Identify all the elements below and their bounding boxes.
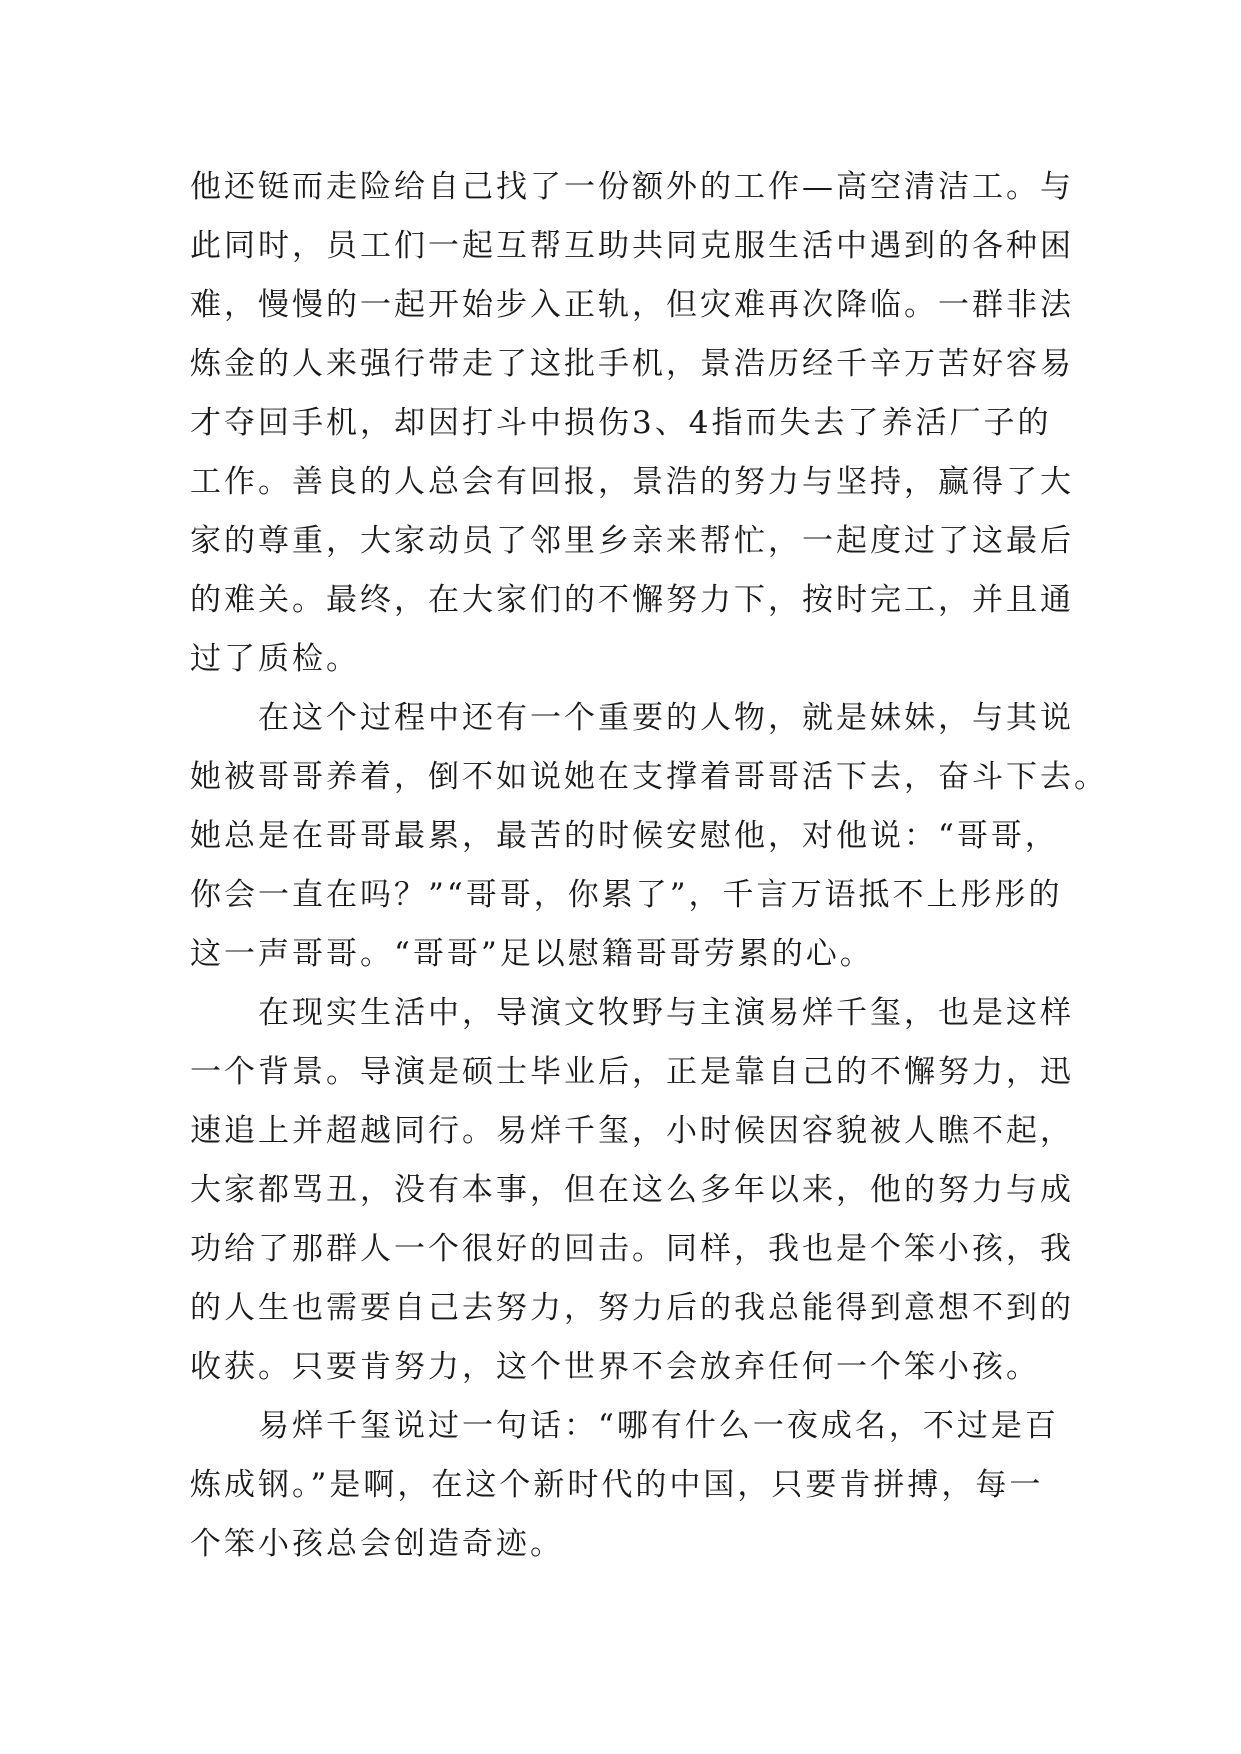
text-line: 一个背景。导演是硕士毕业后，正是靠自己的不懈努力，迅 [190, 1054, 1074, 1090]
text-line: 的难关。最终，在大家们的不懈努力下，按时完工，并且通 [190, 582, 1074, 618]
text-line: 他还铤而走险给自己找了一份额外的工作—高空清洁工。与 [190, 169, 1074, 205]
text-line: 这一声哥哥。“哥哥”足以慰籍哥哥劳累的心。 [190, 936, 874, 972]
text-line: 她被哥哥养着，倒不如说她在支撑着哥哥活下去，奋斗下去。 [190, 759, 1108, 795]
paragraph-1 [190, 158, 1074, 689]
text-line: 你会一直在吗？”“哥哥，你累了”，千言万语抵不上彤彤的 [190, 877, 1063, 913]
text-line: 速追上并超越同行。易烊千玺，小时候因容貌被人瞧不起， [190, 1113, 1074, 1149]
text-line: 的人生也需要自己去努力，努力后的我总能得到意想不到的 [190, 1290, 1074, 1326]
paragraph-4 [190, 1397, 1070, 1574]
text-line: 此同时，员工们一起互帮互助共同克服生活中遇到的各种困 [190, 228, 1074, 264]
text-line: 在这个过程中还有一个重要的人物，就是妹妹，与其说 [258, 700, 1074, 736]
paragraph-2 [190, 689, 1108, 984]
text-line: 大家都骂丑，没有本事，但在这么多年以来，他的努力与成 [190, 1172, 1074, 1208]
text-line: 易烊千玺说过一句话：“哪有什么一夜成名，不过是百 [258, 1408, 1059, 1444]
text-line: 才夺回手机，却因打斗中损伤3、4指而失去了养活厂子的 [190, 405, 1052, 441]
text-line: 收获。只要肯努力，这个世界不会放弃任何一个笨小孩。 [190, 1349, 1040, 1385]
text-line: 个笨小孩总会创造奇迹。 [190, 1526, 564, 1562]
text-line: 功给了那群人一个很好的回击。同样，我也是个笨小孩，我 [190, 1231, 1074, 1267]
body-text [190, 158, 1108, 1574]
text-line: 炼成钢。”是啊，在这个新时代的中国，只要肯拼搏，每一 [190, 1467, 1044, 1503]
text-line: 难，慢慢的一起开始步入正轨，但灾难再次降临。一群非法 [190, 287, 1074, 323]
text-line: 家的尊重，大家动员了邻里乡亲来帮忙，一起度过了这最后 [190, 523, 1074, 559]
paragraph-3 [190, 984, 1074, 1397]
text-line: 在现实生活中，导演文牧野与主演易烊千玺，也是这样 [258, 995, 1074, 1031]
text-line: 过了质检。 [190, 641, 360, 677]
text-line: 她总是在哥哥最累，最苦的时候安慰他，对他说：“哥哥， [190, 818, 1059, 854]
text-line: 工作。善良的人总会有回报，景浩的努力与坚持，赢得了大 [190, 464, 1074, 500]
text-line: 炼金的人来强行带走了这批手机，景浩历经千辛万苦好容易 [190, 346, 1074, 382]
